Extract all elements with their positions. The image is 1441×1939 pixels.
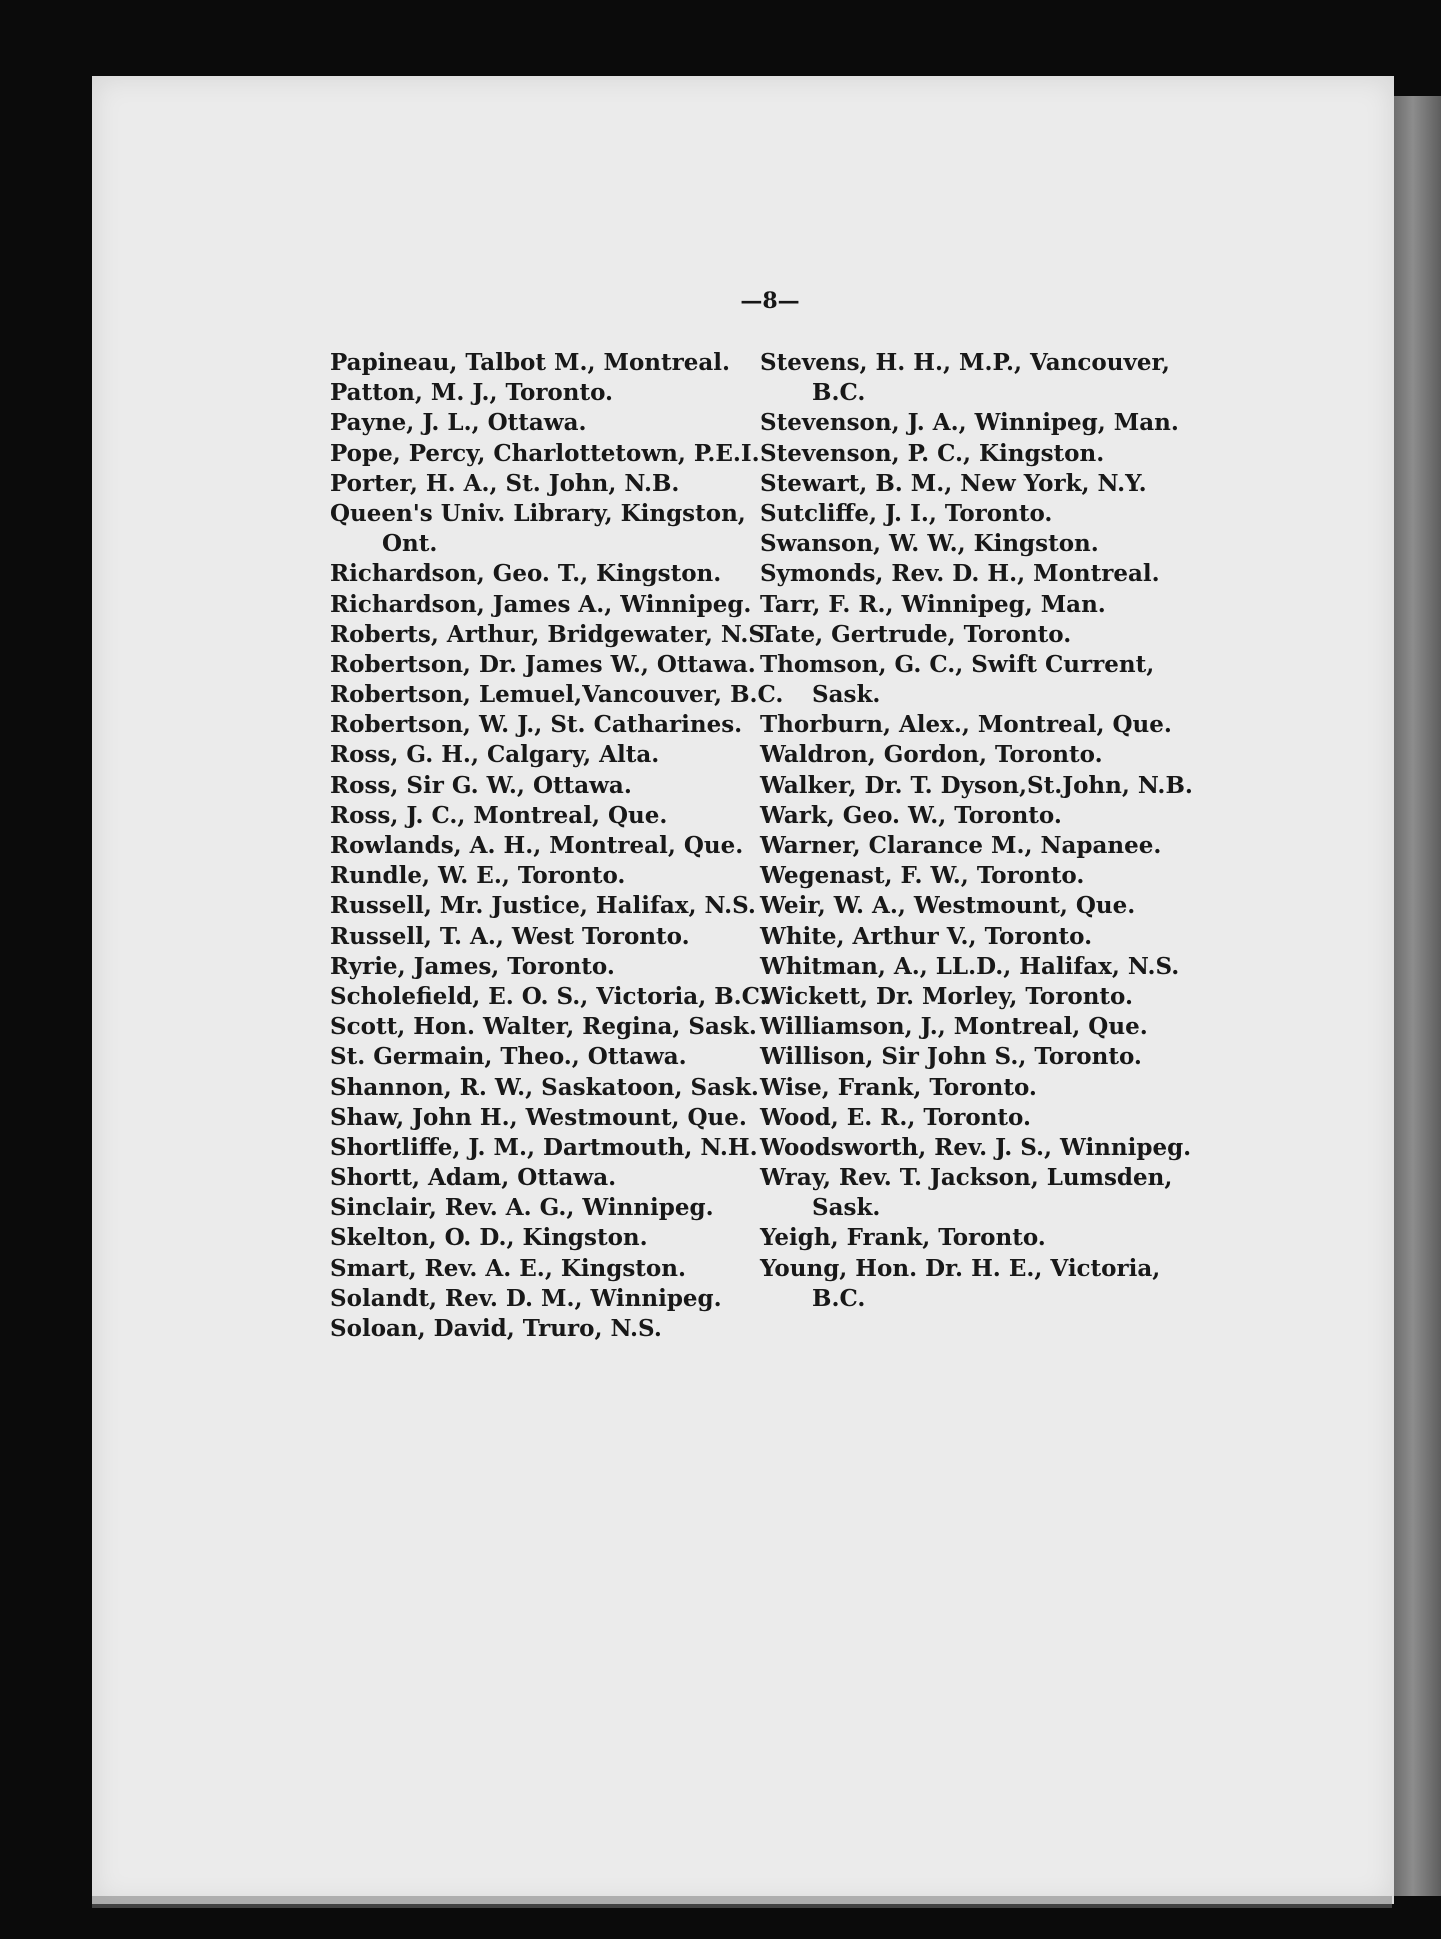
list-entry: Willison, Sir John S., Toronto. [760,1043,1142,1071]
page-bottom-edge [92,1896,1392,1908]
list-entry: Thorburn, Alex., Montreal, Que. [760,711,1172,739]
list-entry: Stewart, B. M., New York, N.Y. [760,469,1147,497]
list-entry: Stevenson, P. C., Kingston. [760,439,1105,467]
list-entry: Woodsworth, Rev. J. S., Winnipeg. [760,1133,1192,1161]
list-entry: Scott, Hon. Walter, Regina, Sask. [330,1013,757,1041]
list-entry: Wickett, Dr. Morley, Toronto. [760,982,1133,1010]
list-entry: Young, Hon. Dr. H. E., Victoria, [760,1254,1161,1282]
list-entry: Wood, E. R., Toronto. [760,1103,1031,1131]
list-entry: Shaw, John H., Westmount, Que. [330,1103,747,1131]
list-entry: Tarr, F. R., Winnipeg, Man. [760,590,1106,618]
list-entry: Payne, J. L., Ottawa. [330,409,587,437]
list-entry: Wise, Frank, Toronto. [760,1073,1037,1101]
list-entry: Skelton, O. D., Kingston. [330,1224,648,1252]
list-entry: Weir, W. A., Westmount, Que. [760,892,1136,920]
list-entry: Yeigh, Frank, Toronto. [760,1224,1046,1252]
list-entry: Tate, Gertrude, Toronto. [760,620,1072,648]
list-entry: Queen's Univ. Library, Kingston, [330,499,746,527]
list-entry: White, Arthur V., Toronto. [760,922,1093,950]
list-entry: Swanson, W. W., Kingston. [760,530,1099,558]
list-entry: Ross, Sir G. W., Ottawa. [330,771,632,799]
list-entry: Rowlands, A. H., Montreal, Que. [330,832,744,859]
list-entry: Ross, J. C., Montreal, Que. [330,801,668,829]
list-entry-continuation: B.C. [812,1284,866,1312]
list-entry-continuation: Sask. [812,681,881,709]
list-entry: Robertson, Lemuel,Vancouver, B.C. [330,681,784,709]
list-entry: Wark, Geo. W., Toronto. [760,801,1062,829]
name-list-left-column [330,348,784,1344]
list-entry: Patton, M. J., Toronto. [330,379,614,407]
list-entry: Wray, Rev. T. Jackson, Lumsden, [760,1164,1173,1192]
list-entry: Scholefield, E. O. S., Victoria, B.C. [330,982,768,1010]
list-entry-continuation: B.C. [812,379,866,407]
list-entry: Russell, T. A., West Toronto. [330,922,690,950]
list-entry: Symonds, Rev. D. H., Montreal. [760,560,1160,588]
list-entry: Soloan, David, Truro, N.S. [330,1315,662,1342]
list-entry: Papineau, Talbot M., Montreal. [330,349,731,376]
list-entry: Stevens, H. H., M.P., Vancouver, [760,349,1170,376]
list-entry: Russell, Mr. Justice, Halifax, N.S. [330,892,756,920]
list-entry: Shortt, Adam, Ottawa. [330,1164,617,1192]
list-entry: Williamson, J., Montreal, Que. [760,1013,1148,1041]
list-entry: Sutcliffe, J. I., Toronto. [760,499,1053,527]
list-entry: Ryrie, James, Toronto. [330,952,615,980]
list-entry: Shannon, R. W., Saskatoon, Sask. [330,1073,759,1101]
list-entry: Thomson, G. C., Swift Current, [760,650,1155,678]
list-entry: Sinclair, Rev. A. G., Winnipeg. [330,1194,714,1222]
list-entry: St. Germain, Theo., Ottawa. [330,1043,687,1071]
list-entry: Ross, G. H., Calgary, Alta. [330,741,660,769]
list-entry: Waldron, Gordon, Toronto. [760,741,1103,769]
page-number: —8— [740,288,800,314]
list-entry: Smart, Rev. A. E., Kingston. [330,1254,687,1282]
list-entry: Solandt, Rev. D. M., Winnipeg. [330,1284,722,1312]
list-entry: Rundle, W. E., Toronto. [330,862,626,890]
list-entry: Robertson, Dr. James W., Ottawa. [330,650,756,678]
name-list-right-column [760,348,1200,1314]
list-entry: Robertson, W. J., St. Catharines. [330,711,743,739]
list-entry: Porter, H. A., St. John, N.B. [330,469,680,497]
list-entry: Warner, Clarance M., Napanee. [760,832,1162,859]
list-entry: Wegenast, F. W., Toronto. [760,862,1085,890]
list-entry-continuation: Ont. [382,530,438,558]
page-stack-edge [1394,96,1441,1896]
list-entry: Roberts, Arthur, Bridgewater, N.S. [330,620,773,648]
list-entry: Shortliffe, J. M., Dartmouth, N.H. [330,1133,758,1161]
list-entry: Walker, Dr. T. Dyson,St.John, N.B. [760,771,1193,799]
list-entry-continuation: Sask. [812,1194,881,1222]
list-entry: Stevenson, J. A., Winnipeg, Man. [760,409,1179,437]
list-entry: Pope, Percy, Charlottetown, P.E.I. [330,439,760,467]
list-entry: Richardson, James A., Winnipeg. [330,590,752,618]
list-entry: Richardson, Geo. T., Kingston. [330,560,722,588]
list-entry: Whitman, A., LL.D., Halifax, N.S. [760,952,1180,980]
